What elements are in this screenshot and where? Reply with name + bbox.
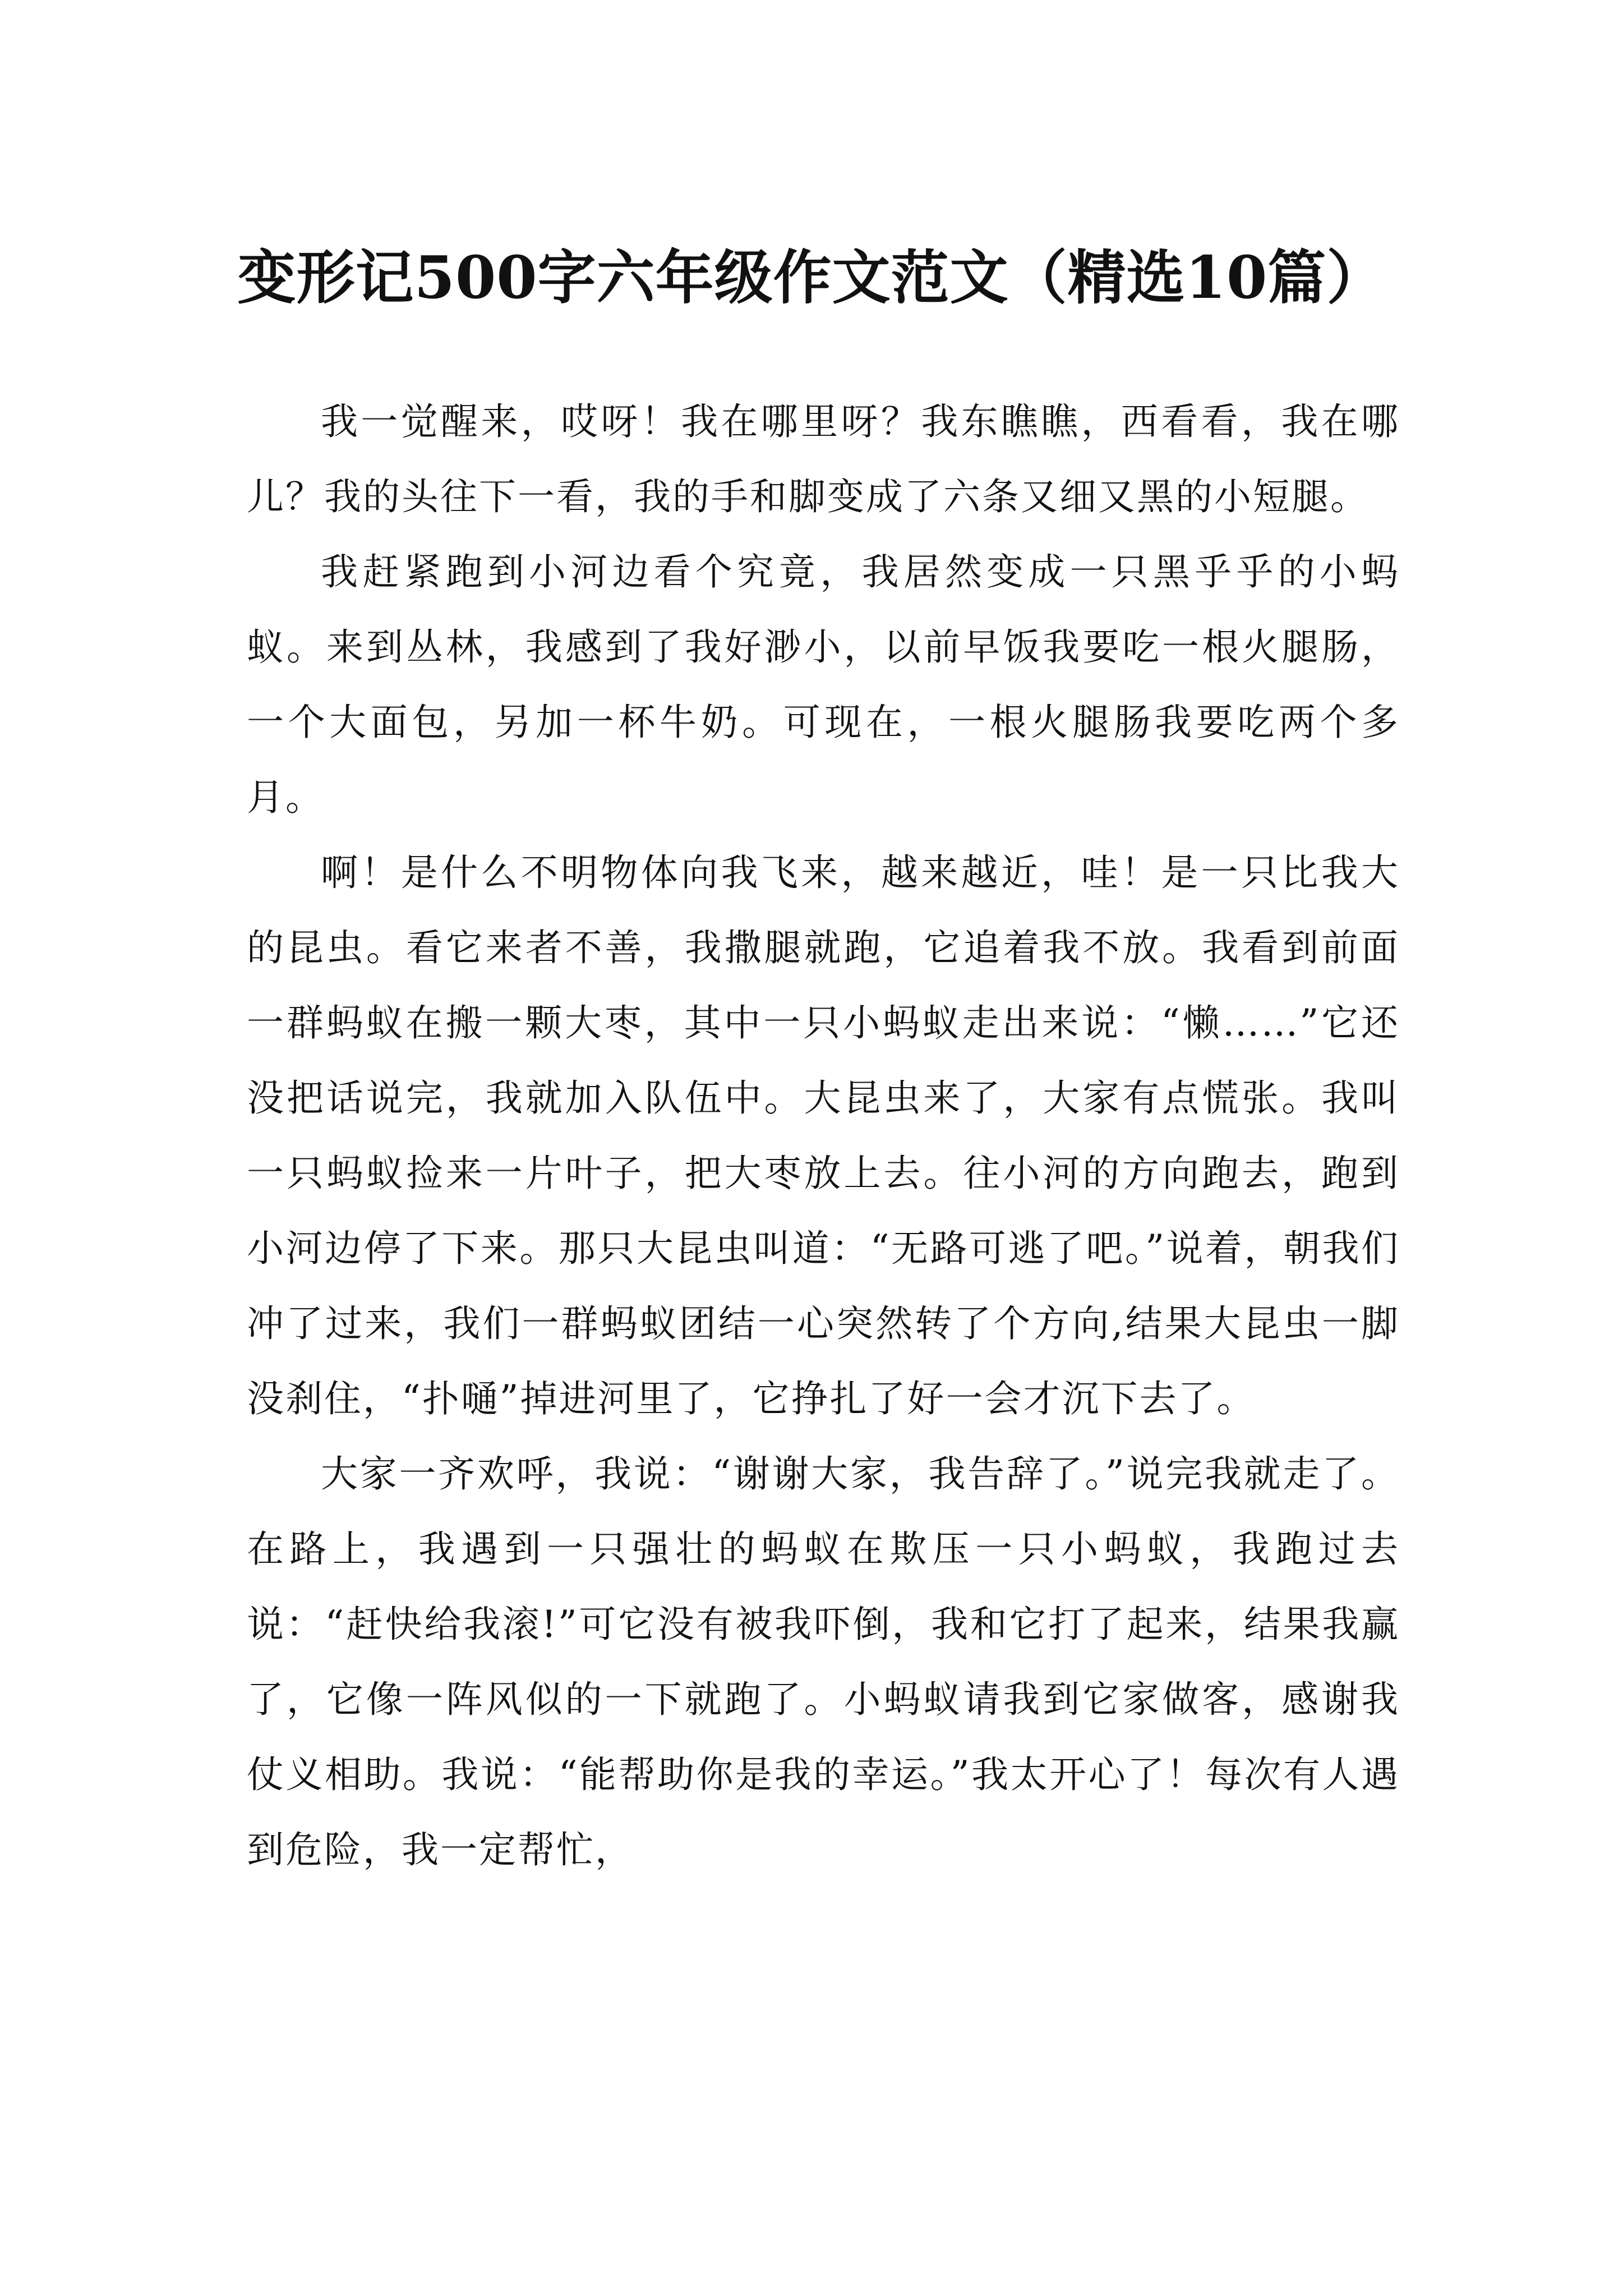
paragraph: 大家一齐欢呼，我说：“谢谢大家，我告辞了。”说完我就走了。在路上，我遇到一只强壮的蚂蚁在欺压一只小蚂蚁，我跑过去说：“赶快给我滚!”可它没有被我吓倒，我和它打了起来，结果我赢了，它像一阵风似的一下就跑了。小蚂蚁请我到它家做客，感谢我仗义相助。我说：“能帮助你是我的幸运。”我太开心了！每次有人遇到危险，我一定帮忙， [247, 1452, 1400, 1871]
document-body [247, 384, 1400, 1888]
paragraph: 我一觉醒来，哎呀！我在哪里呀？我东瞧瞧，西看看，我在哪儿？我的头往下一看，我的手和脚变成了六条又细又黑的小短腿。 [247, 400, 1400, 518]
paragraph: 我赶紧跑到小河边看个究竟，我居然变成一只黑乎乎的小蚂蚁。来到丛林，我感到了我好渺小，以前早饭我要吃一根火腿肠，一个大面包，另加一杯牛奶。可现在，一根火腿肠我要吃两个多月。 [247, 550, 1400, 819]
document-title: 变形记500字六年级作文范文（精选10篇） [237, 242, 1386, 312]
paragraph: 啊！是什么不明物体向我飞来，越来越近，哇！是一只比我大的昆虫。看它来者不善，我撒腿就跑，它追着我不放。我看到前面一群蚂蚁在搬一颗大枣，其中一只小蚂蚁走出来说：“懒……”它还没把话说完，我就加入队伍中。大昆虫来了，大家有点慌张。我叫一只蚂蚁捡来一片叶子，把大枣放上去。往小河的方向跑去，跑到小河边停了下来。那只大昆虫叫道：“无路可逃了吧。”说着，朝我们冲了过来，我们一群蚂蚁团结一心突然转了个方向,结果大昆虫一脚没刹住，“扑嗵”掉进河里了，它挣扎了好一会才沉下去了。 [247, 851, 1400, 1420]
